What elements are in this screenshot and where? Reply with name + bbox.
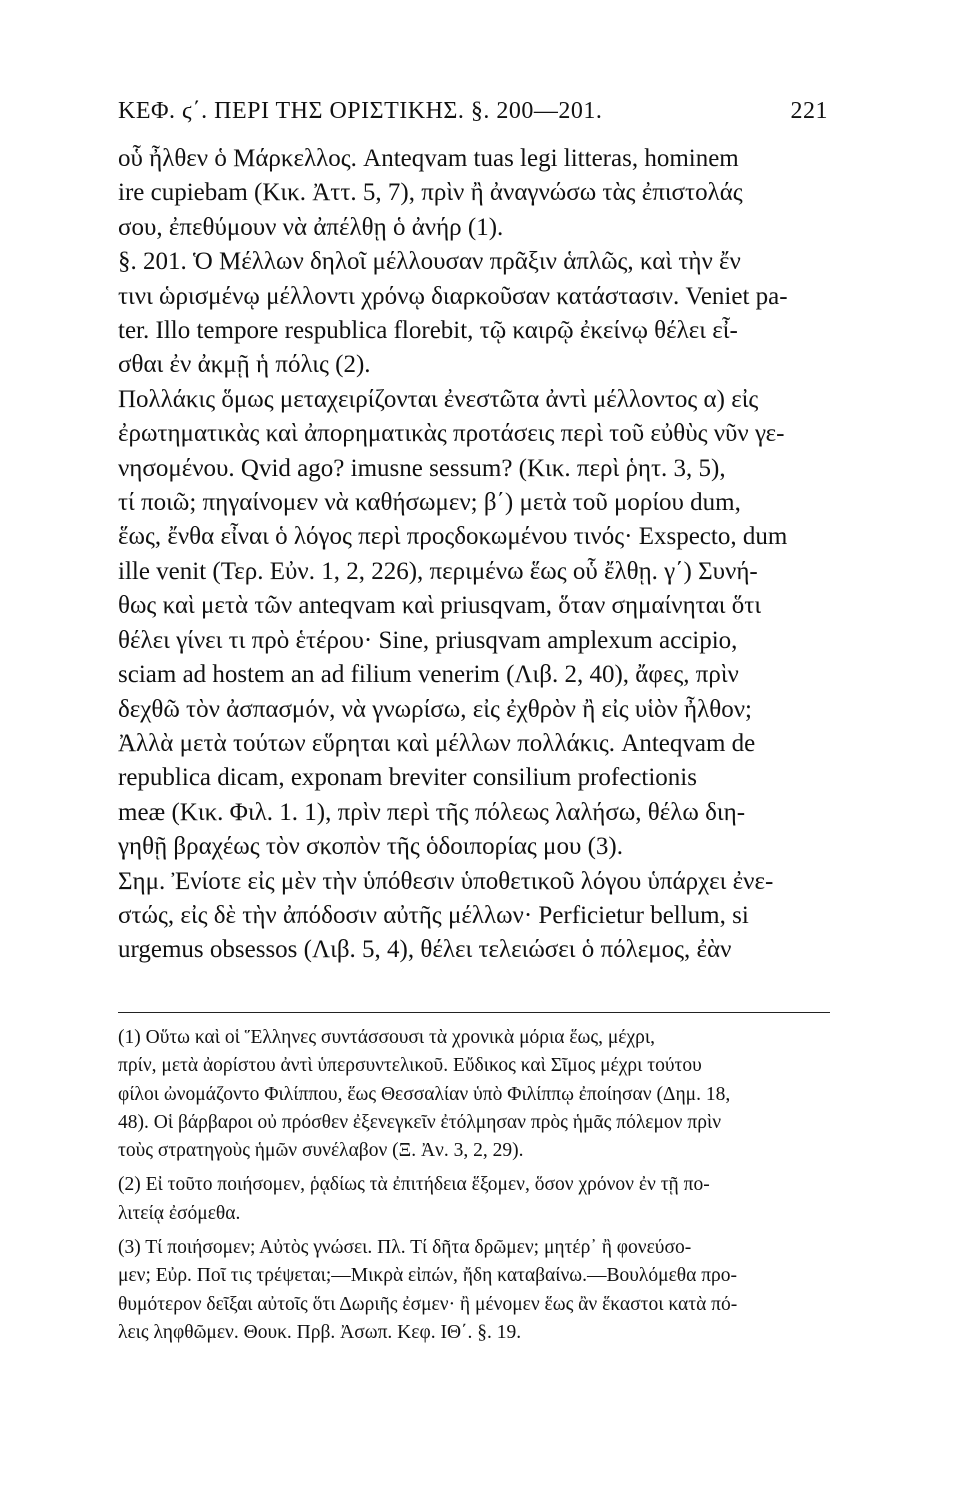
- footnote-3: [118, 1234, 830, 1347]
- page-number: 221: [790, 98, 828, 124]
- body-line: ἐρωτηματικὰς καὶ ἀπορηματικὰς προτάσεις περὶ τοῦ εὐθὺς νῦν γε-: [118, 420, 785, 448]
- body-line: ire cupiebam (Κικ. Ἀττ. 5, 7), πρὶν ἢ ἀναγνώσω τὰς ἐπιστολάς: [118, 179, 743, 207]
- footnote-line: τοὺς στρατηγοὺς ἡμῶν συνέλαβον (Ξ. Ἀν. 3, 2, 29).: [118, 1140, 524, 1162]
- body-line: ter. Illo tempore respublica florebit, τῷ καιρῷ ἐκείνῳ θέλει εἶ-: [118, 317, 738, 345]
- body-line: σου, ἐπεθύμουν νὰ ἀπέλθῃ ὁ ἀνήρ (1).: [118, 213, 504, 241]
- body-line: Ἀλλὰ μετὰ τούτων εὕρηται καὶ μέλλων πολλάκις. Anteqvam de: [118, 729, 756, 757]
- body-line: §. 201. Ὁ Μέλλων δηλοῖ μέλλουσαν πρᾶξιν ἁπλῶς, καὶ τὴν ἔν: [118, 248, 741, 276]
- footnotes: [118, 1024, 830, 1347]
- body-line: sciam ad hostem an ad filium venerim (Λιβ. 2, 40), ἄφες, πρὶν: [118, 661, 739, 689]
- page-header: [118, 98, 828, 125]
- body-line: στώς, εἰς δὲ τὴν ἀπόδοσιν αὐτῆς μέλλων· Perficietur bellum, si: [118, 901, 749, 929]
- footnote-line: (3) Τί ποιήσομεν; Αὐτὸς γνώσει. Πλ. Τί δῆτα δρῶμεν; μητέρ᾽ ἢ φονεύσο-: [118, 1237, 692, 1259]
- body-line: σθαι ἐν ἀκμῇ ἡ πόλις (2).: [118, 351, 371, 379]
- body-line: οὗ ἦλθεν ὁ Μάρκελλος. Anteqvam tuas legi litteras, hominem: [118, 145, 739, 172]
- footnote-line: (1) Οὕτω καὶ οἱ Ἕλληνες συντάσσουσι τὰ χρονικὰ μόρια ἕως, μέχρι,: [118, 1027, 655, 1048]
- body-line: Πολλάκις ὅμως μεταχειρίζονται ἐνεστῶτα ἀντὶ μέλλοντος α) εἰς: [118, 385, 759, 413]
- body-line: γηθῇ βραχέως τὸν σκοπὸν τῆς ὁδοιπορίας μου (3).: [118, 833, 623, 861]
- footnote-line: (2) Εἰ τοῦτο ποιήσομεν, ῥᾳδίως τὰ ἐπιτήδεια ἕξομεν, ὅσον χρόνον ἐν τῇ πο-: [118, 1174, 710, 1196]
- body-line: τινι ὡρισμένῳ μέλλοντι χρόνῳ διαρκοῦσαν κατάστασιν. Veniet pa-: [118, 282, 788, 310]
- body-line: republica dicam, exponam breviter consilium profectionis: [118, 764, 697, 792]
- footnote-2: [118, 1171, 830, 1228]
- body-line: Σημ. Ἐνίοτε εἰς μὲν τὴν ὑπόθεσιν ὑποθετικοῦ λόγου ὑπάρχει ἐνε-: [118, 867, 774, 895]
- body-line: urgemus obsessos (Λιβ. 5, 4), θέλει τελειώσει ὁ πόλεμος, ἐὰν: [118, 936, 732, 964]
- footnote-line: λιτείᾳ ἐσόμεθα.: [118, 1202, 241, 1224]
- footnote-divider: [118, 1012, 830, 1013]
- body-line: τί ποιῶ; πηγαίνομεν νὰ καθήσωμεν; β΄) μετὰ τοῦ μορίου dum,: [118, 489, 741, 517]
- footnote-1: [118, 1024, 830, 1165]
- footnote-line: θυμότερον δεῖξαι αὐτοῖς ὅτι Δωριῆς ἐσμεν· ἢ μένομεν ἕως ἂν ἕκαστοι κατὰ πό-: [118, 1293, 738, 1315]
- footnote-line: μεν; Εὐρ. Ποῖ τις τρέψεται;—Μικρὰ εἰπών, ἤδη καταβαίνω.—Βουλόμεθα προ-: [118, 1265, 738, 1287]
- body-line: θέλει γίνει τι πρὸ ἑτέρου· Sine, priusqvam amplexum accipio,: [118, 626, 738, 654]
- footnote-line: φίλοι ὠνομάζοντο Φιλίππου, ἕως Θεσσαλίαν ὑπὸ Φιλίππῳ ἐποίησαν (Δημ. 18,: [118, 1083, 731, 1105]
- body-line: νησομένου. Qvid ago? imusne sessum? (Κικ. περὶ ῥητ. 3, 5),: [118, 454, 726, 482]
- footnote-line: 48). Οἱ βάρβαροι οὐ πρόσθεν ἐξενεγκεῖν ἐτόλμησαν πρὸς ἡμᾶς πόλεμον πρὶν: [118, 1111, 722, 1133]
- body-line: meæ (Κικ. Φιλ. 1. 1), πρὶν περὶ τῆς πόλεως λαλήσω, θέλω διη-: [118, 798, 746, 826]
- body-line: ille venit (Τερ. Εὐν. 1, 2, 226), περιμένω ἕως οὗ ἔλθῃ. γ΄) Συνή-: [118, 557, 758, 585]
- body-line: θως καὶ μετὰ τῶν anteqvam καὶ priusqvam, ὅταν σημαίνηται ὅτι: [118, 592, 762, 620]
- body-text: [118, 142, 830, 968]
- footnote-line: πρίν, μετὰ ἀορίστου ἀντὶ ὑπερσυντελικοῦ. Εὔδικος καὶ Σῖμος μέχρι τούτου: [118, 1055, 702, 1077]
- body-line: ἕως, ἔνθα εἶναι ὁ λόγος περὶ προςδοκωμένου τινός· Exspecto, dum: [118, 523, 788, 551]
- body-line: δεχθῶ τὸν ἀσπασμόν, νὰ γνωρίσω, εἰς ἐχθρὸν ἢ εἰς υἱὸν ἦλθον;: [118, 695, 752, 723]
- footnote-line: λεις ληφθῶμεν. Θουκ. Πρβ. Ἀσωπ. Κεφ. ΙΘ΄. §. 19.: [118, 1321, 522, 1343]
- running-title: ΚΕΦ. ϛ΄. ΠΕΡΙ ΤΗΣ ΟΡΙΣΤΙΚΗΣ. §. 200—201.: [118, 98, 603, 124]
